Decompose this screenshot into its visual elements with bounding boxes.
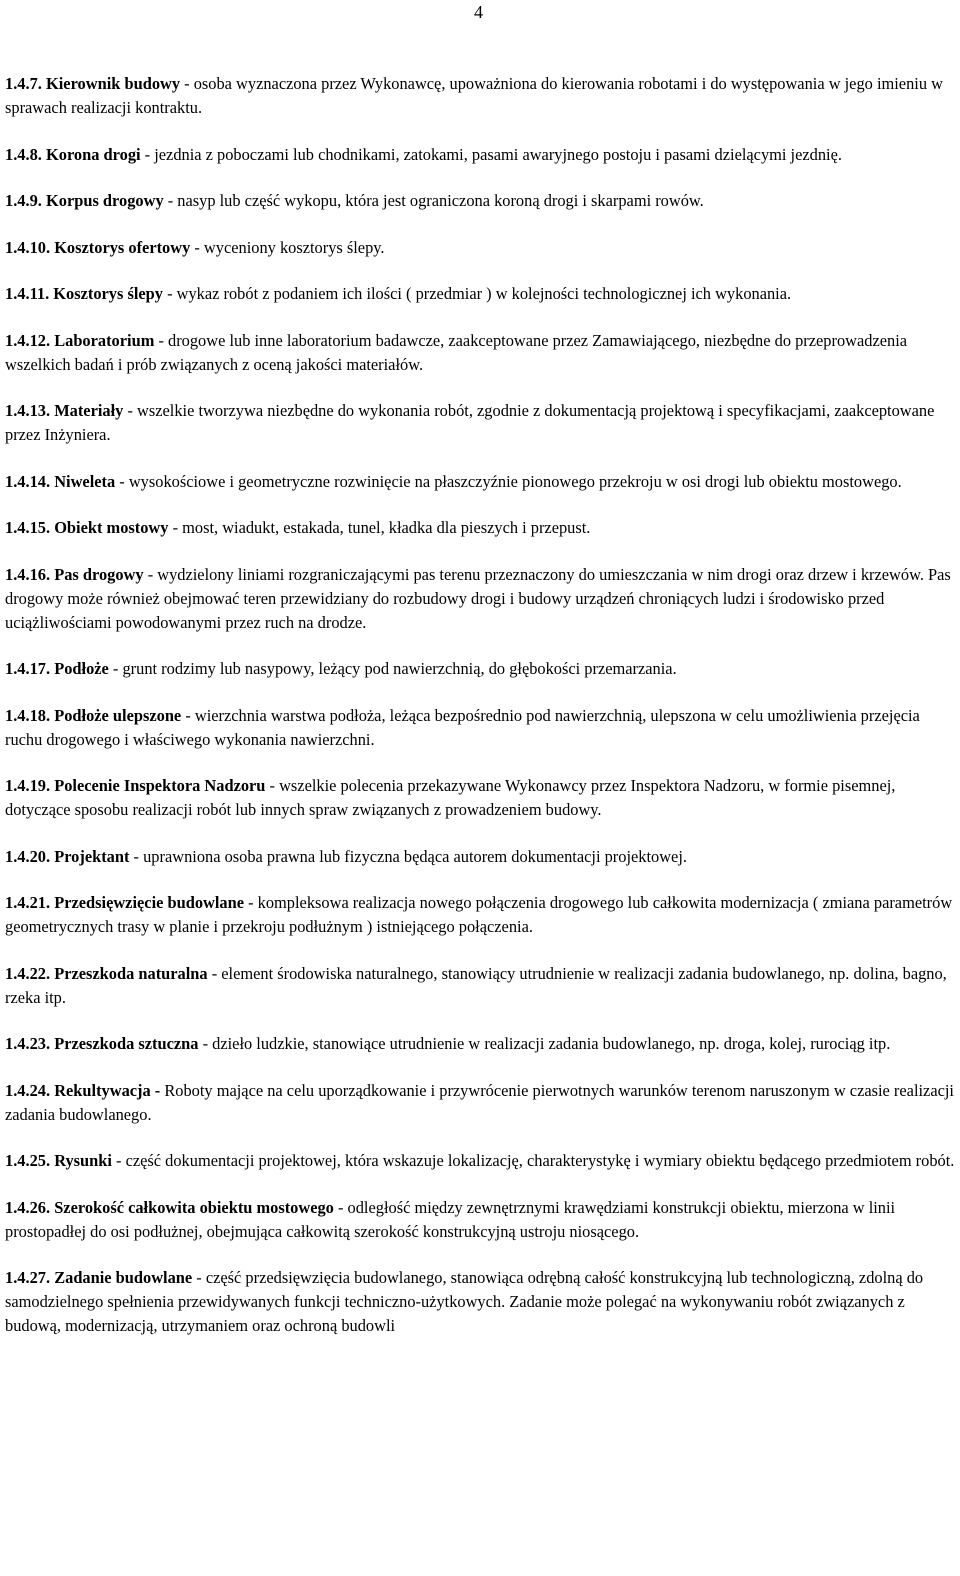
entry-term: Podłoże ulepszone bbox=[54, 705, 182, 725]
entry-term: Polecenie Inspektora Nadzoru bbox=[54, 776, 266, 795]
definition-entry bbox=[5, 516, 955, 540]
entry-number: 1.4.19. bbox=[5, 776, 51, 795]
entry-term: Przeszkoda sztuczna bbox=[54, 1034, 199, 1053]
definition-entry bbox=[5, 774, 955, 822]
entry-term: Przeszkoda naturalna bbox=[54, 963, 208, 983]
definition-entry bbox=[5, 189, 955, 213]
entry-number: 1.4.25. bbox=[5, 1151, 51, 1170]
entry-term: Obiekt mostowy bbox=[54, 518, 169, 537]
definition-entry bbox=[5, 962, 955, 1010]
entry-number: 1.4.9. bbox=[5, 191, 42, 210]
entry-definition: - wierzchnia warstwa podłoża, leżąca bezpośrednio pod nawierzchnią, ulepszona w celu umożliwienia przejęcia ruchu drogowego i właściwego wykonania nawierzchni. bbox=[5, 705, 920, 749]
entry-number: 1.4.8. bbox=[5, 144, 42, 164]
entry-number: 1.4.21. bbox=[5, 893, 51, 912]
entry-term: Materiały bbox=[54, 401, 124, 420]
definition-entry bbox=[5, 470, 955, 494]
entry-number: 1.4.16. bbox=[5, 564, 51, 584]
entry-number: 1.4.26. bbox=[5, 1197, 51, 1217]
entry-definition: - wykaz robót z podaniem ich ilości ( przedmiar ) w kolejności technologicznej ich wykonania. bbox=[163, 284, 792, 303]
entry-definition: - dzieło ludzkie, stanowiące utrudnienie w realizacji zadania budowlanego, np. droga, kolej, rurociąg itp. bbox=[198, 1034, 891, 1053]
definition-entry bbox=[5, 657, 955, 681]
entry-term: Podłoże bbox=[54, 659, 109, 678]
entry-term: Przedsięwzięcie budowlane bbox=[54, 893, 245, 912]
entry-definition: - element środowiska naturalnego, stanowiący utrudnienie w realizacji zadania budowlanego, np. dolina, bagno, rzeka itp. bbox=[5, 963, 947, 1007]
entry-term: Szerokość całkowita obiektu mostowego bbox=[54, 1197, 334, 1217]
entry-term: Zadanie budowlane bbox=[54, 1268, 193, 1287]
entry-number: 1.4.24. bbox=[5, 1080, 51, 1100]
entry-definition: - część dokumentacji projektowej, która wskazuje lokalizację, charakterystykę i wymiary obiektu będącego przedmiotem robót. bbox=[111, 1151, 955, 1170]
entry-number: 1.4.11. bbox=[5, 284, 50, 303]
definition-entry bbox=[5, 704, 955, 752]
entry-number: 1.4.14. bbox=[5, 471, 51, 491]
entry-number: 1.4.10. bbox=[5, 237, 51, 257]
entry-number: 1.4.18. bbox=[5, 705, 51, 725]
definition-entry bbox=[5, 282, 955, 306]
entry-definition: - kompleksowa realizacja nowego połączenia drogowego lub całkowita modernizacja ( zmiana parametrów geometrycznych trasy w planie i przekroju podłużnym ) istniejącego połączenia. bbox=[5, 893, 953, 936]
entry-term: Kosztorys ślepy bbox=[53, 284, 163, 303]
definitions-list bbox=[5, 72, 955, 1361]
entry-term: Laboratorium bbox=[54, 330, 155, 350]
entry-definition: - odległość między zewnętrznymi krawędziami konstrukcji obiektu, mierzona w linii prostopadłej do osi podłużnej, obejmująca całkowitą szerokość konstrukcyjną ustroju niosącego. bbox=[5, 1197, 896, 1241]
entry-definition: - część przedsięwzięcia budowlanego, stanowiąca odrębną całość konstrukcyjną lub technologiczną, zdolną do samodzielnego spełnienia przewidywanych funkcji techniczno-użytkowych. Zadanie może polegać na wykonywaniu robót związanych z budową, modernizacją, utrzymaniem oraz ochroną budowli bbox=[5, 1268, 924, 1335]
entry-term: Pas drogowy bbox=[54, 564, 144, 584]
definition-entry bbox=[5, 72, 955, 120]
definition-entry bbox=[5, 891, 955, 939]
entry-term: Projektant bbox=[54, 846, 130, 866]
page-number: 4 bbox=[474, 2, 483, 22]
entry-definition: - most, wiadukt, estakada, tunel, kładka dla pieszych i przepust. bbox=[168, 518, 591, 537]
entry-definition: - jezdnia z poboczami lub chodnikami, zatokami, pasami awaryjnego postoju i pasami dzielącymi jezdnię. bbox=[140, 144, 842, 164]
entry-number: 1.4.12. bbox=[5, 330, 51, 350]
entry-term: Kosztorys ofertowy bbox=[54, 237, 191, 257]
definition-entry bbox=[5, 236, 955, 260]
entry-term: Rekultywacja - bbox=[54, 1080, 161, 1100]
entry-definition: - uprawniona osoba prawna lub fizyczna będąca autorem dokumentacji projektowej. bbox=[129, 846, 687, 866]
entry-number: 1.4.7. bbox=[5, 74, 42, 93]
entry-definition: Roboty mające na celu uporządkowanie i przywrócenie pierwotnych warunków terenom naruszonym w czasie realizacji zadania budowlanego. bbox=[5, 1080, 954, 1124]
definition-entry bbox=[5, 1032, 955, 1056]
definition-entry bbox=[5, 1149, 955, 1173]
definition-entry bbox=[5, 1196, 955, 1244]
entry-term: Niweleta bbox=[54, 471, 116, 491]
definition-entry bbox=[5, 329, 955, 377]
entry-term: Korona drogi bbox=[46, 144, 141, 164]
entry-number: 1.4.15. bbox=[5, 518, 51, 537]
definition-entry bbox=[5, 845, 955, 869]
definition-entry bbox=[5, 1266, 955, 1338]
entry-definition: - wszelkie polecenia przekazywane Wykonawcy przez Inspektora Nadzoru, w formie pisemnej, dotyczące sposobu realizacji robót lub innych spraw związanych z prowadzeniem budowy. bbox=[5, 776, 896, 819]
definition-entry bbox=[5, 143, 955, 167]
entry-definition: - wysokościowe i geometryczne rozwinięcie na płaszczyźnie pionowego przekroju w osi drogi lub obiektu mostowego. bbox=[115, 471, 902, 491]
entry-number: 1.4.22. bbox=[5, 963, 51, 983]
entry-number: 1.4.23. bbox=[5, 1034, 51, 1053]
entry-definition: - wszelkie tworzywa niezbędne do wykonania robót, zgodnie z dokumentacją projektową i specyfikacjami, zaakceptowane przez Inżyniera. bbox=[5, 401, 935, 444]
entry-definition: - nasyp lub część wykopu, która jest ograniczona koroną drogi i skarpami rowów. bbox=[163, 191, 704, 210]
definition-entry bbox=[5, 1079, 955, 1127]
entry-definition: - grunt rodzimy lub nasypowy, leżący pod nawierzchnią, do głębokości przemarzania. bbox=[108, 659, 677, 678]
entry-term: Kierownik budowy bbox=[46, 74, 181, 93]
definition-entry bbox=[5, 399, 955, 447]
entry-number: 1.4.20. bbox=[5, 846, 51, 866]
entry-definition: - drogowe lub inne laboratorium badawcze, zaakceptowane przez Zamawiającego, niezbędne do przeprowadzenia wszelkich badań i prób związanych z oceną jakości materiałów. bbox=[5, 330, 908, 374]
entry-term: Rysunki bbox=[54, 1151, 112, 1170]
entry-number: 1.4.13. bbox=[5, 401, 51, 420]
entry-definition: - wydzielony liniami rozgraniczającymi pas terenu przeznaczony do umieszczania w nim drogi oraz drzew i krzewów. Pas drogowy może również obejmować teren przewidziany do rozbudowy drogi i budowy urządzeń chroniących ludzi i środowisko przed uciążliwościami powodowanymi przez ruch na drodze. bbox=[5, 564, 951, 632]
entry-number: 1.4.27. bbox=[5, 1268, 51, 1287]
entry-definition: - wyceniony kosztorys ślepy. bbox=[190, 237, 385, 257]
entry-definition: - osoba wyznaczona przez Wykonawcę, upoważniona do kierowania robotami i do występowania w jego imieniu w sprawach realizacji kontraktu. bbox=[5, 74, 943, 117]
definition-entry bbox=[5, 563, 955, 635]
entry-number: 1.4.17. bbox=[5, 659, 51, 678]
entry-term: Korpus drogowy bbox=[46, 191, 164, 210]
